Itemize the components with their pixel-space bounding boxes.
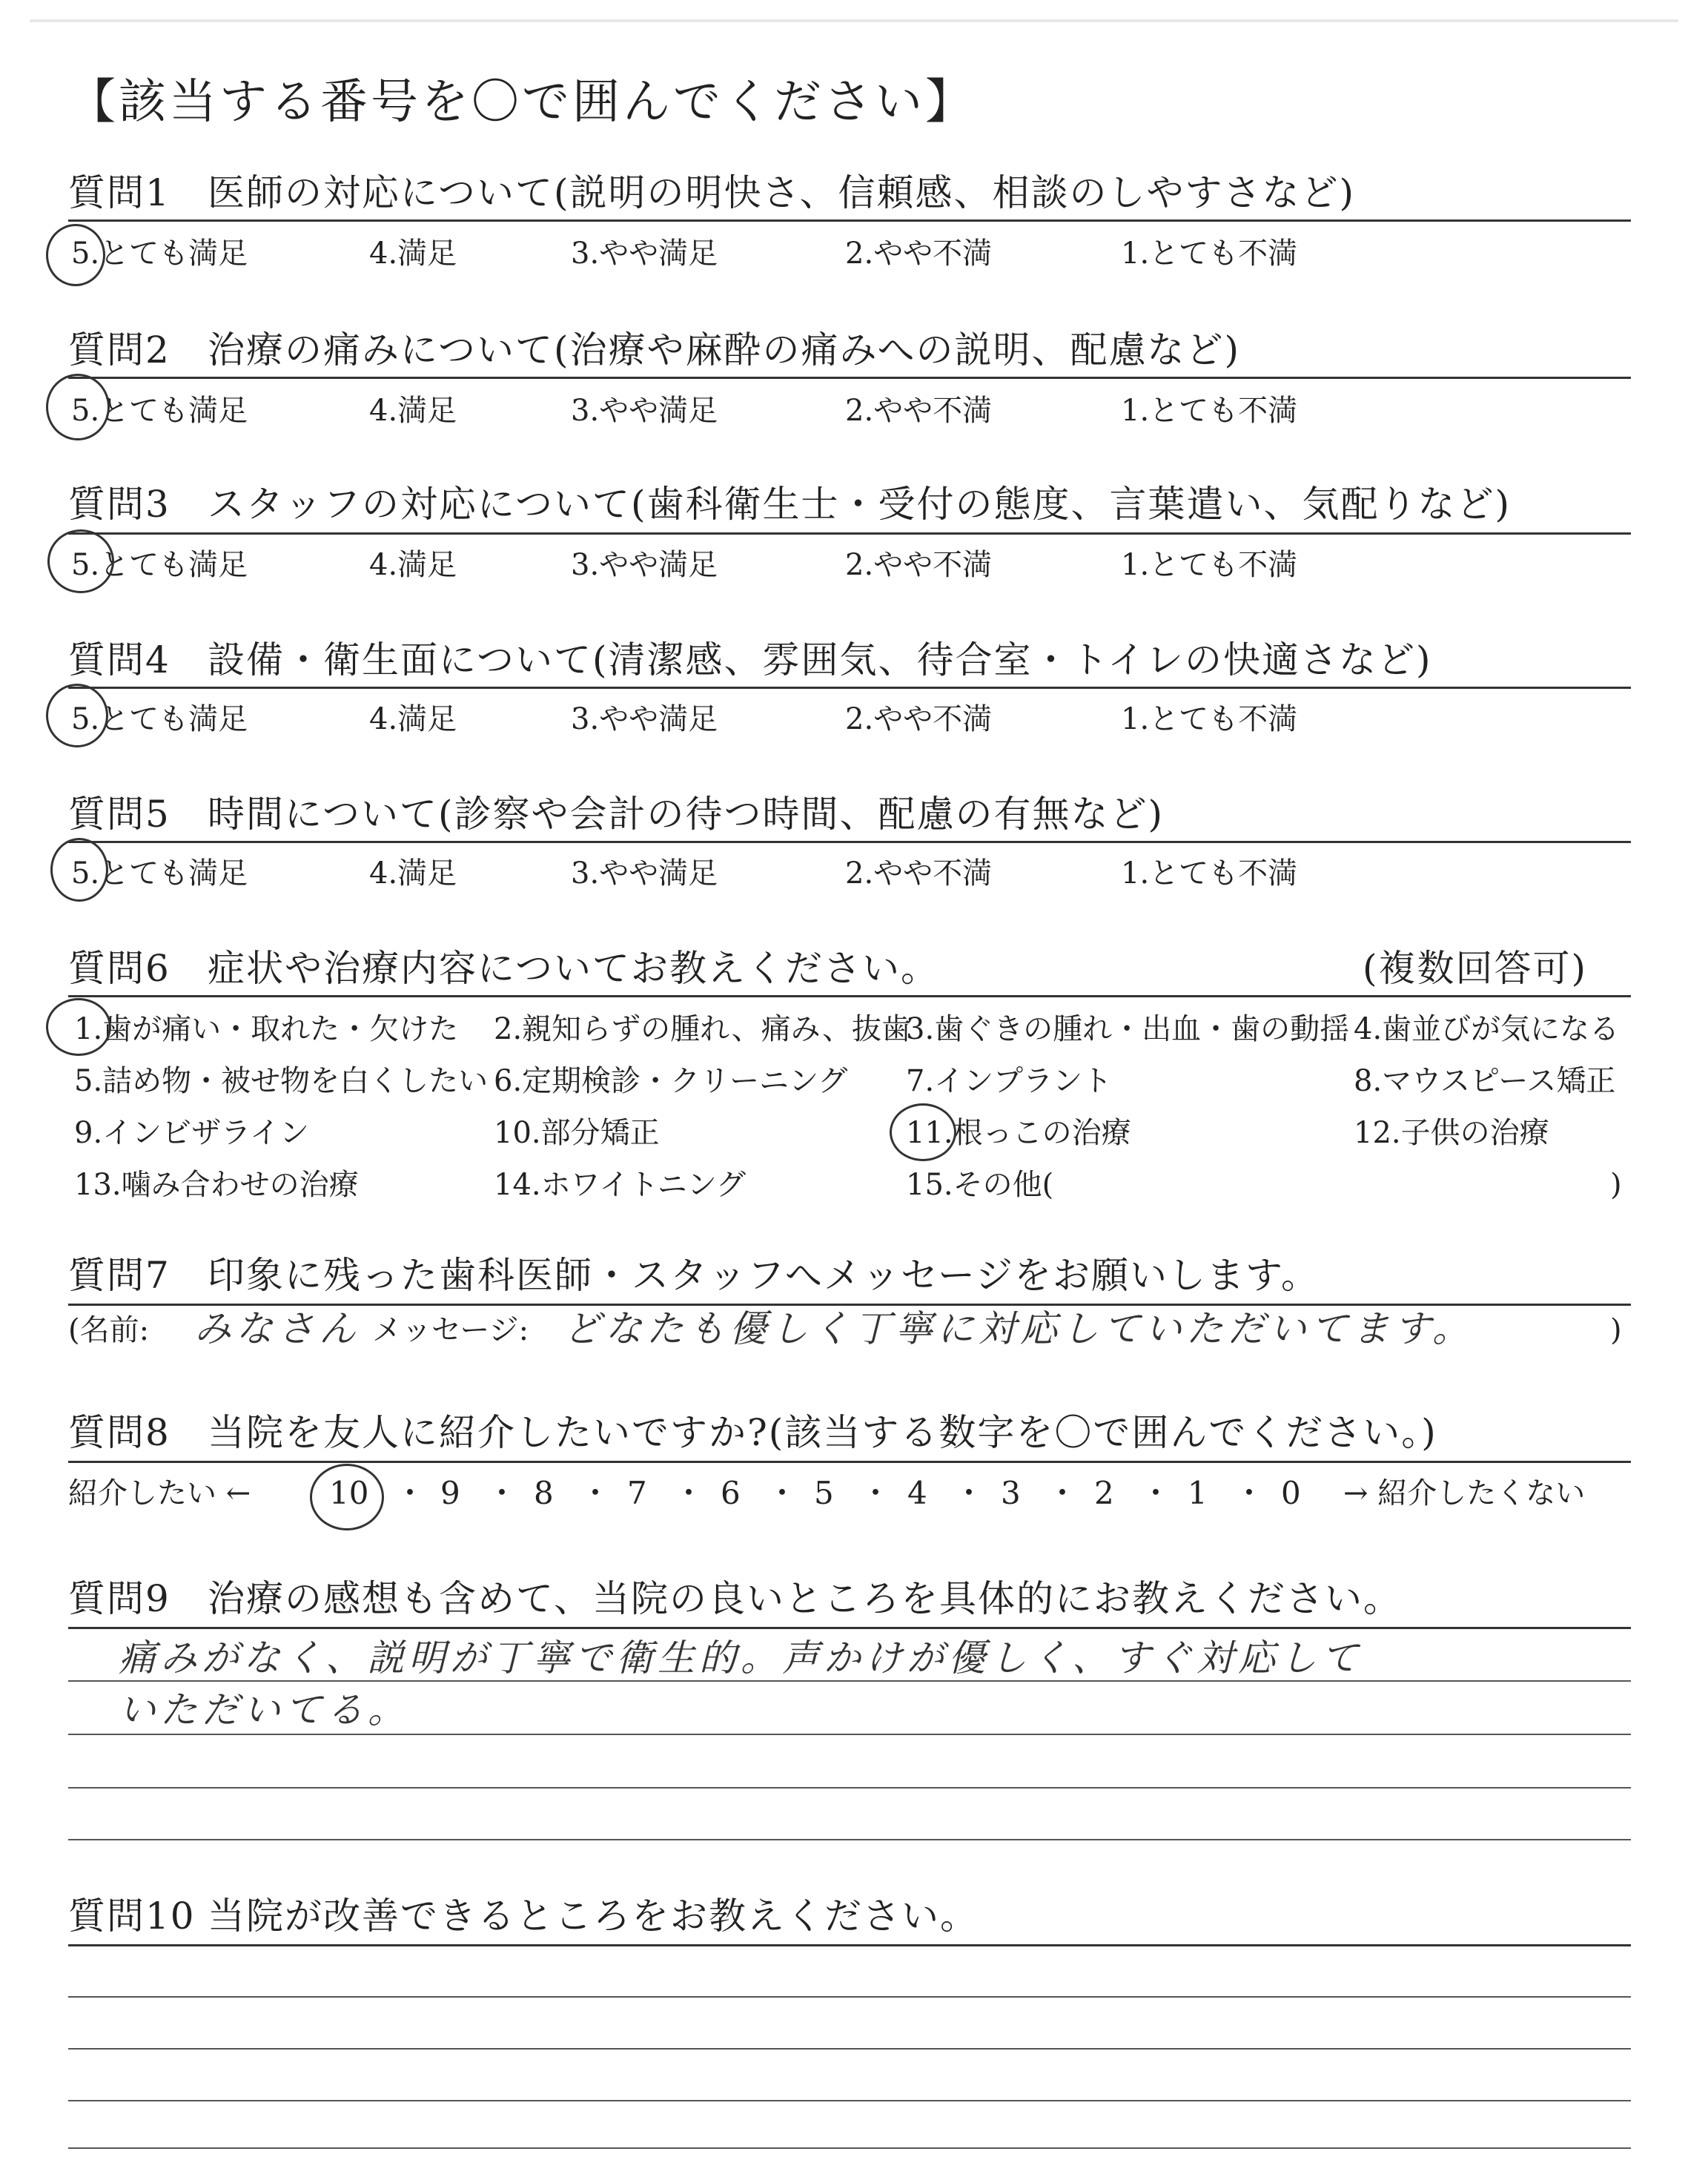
question-8-text: 当院を友人に紹介したいですか?(該当する数字を〇で囲んでください。) xyxy=(208,1411,1437,1454)
q8-score-10[interactable]: 10 xyxy=(329,1475,369,1511)
q7-close: ) xyxy=(1610,1313,1622,1347)
q2-option-1[interactable]: 1.とても不満 xyxy=(1121,394,1298,428)
q1-selection-circle xyxy=(46,224,105,286)
q1-option-4[interactable]: 4.満足 xyxy=(369,237,457,271)
q3-option-2[interactable]: 2.やや不満 xyxy=(845,548,993,582)
q8-sep: ・ xyxy=(953,1475,985,1511)
question-10-label: 質問10 xyxy=(68,1895,196,1938)
q6-option-11[interactable]: 11.根っこの治療 xyxy=(906,1116,1131,1150)
q9-writing-line xyxy=(68,1787,1631,1789)
q3-option-3[interactable]: 3.やや満足 xyxy=(571,548,718,582)
q6-option-8[interactable]: 8.マウスピース矯正 xyxy=(1354,1064,1616,1098)
question-6-note: (複数回答可) xyxy=(1363,947,1588,990)
q6-other-close: ) xyxy=(1610,1168,1622,1202)
q5-selection-circle xyxy=(50,838,108,902)
question-4-rule xyxy=(68,687,1631,689)
q7-name-value[interactable]: みなさん xyxy=(194,1307,360,1350)
q10-writing-line[interactable] xyxy=(68,2048,1631,2050)
question-1-text: 医師の対応について(説明の明快さ、信頼感、相談のしやすさなど) xyxy=(208,171,1356,214)
question-9-label: 質問9 xyxy=(68,1577,171,1620)
question-4-text: 設備・衛生面について(清潔感、雰囲気、待合室・トイレの快適さなど) xyxy=(208,638,1432,681)
question-7-rule xyxy=(68,1304,1631,1306)
q8-sep: ・ xyxy=(673,1475,705,1511)
q8-score-5[interactable]: 5 xyxy=(814,1475,834,1511)
q8-score-3[interactable]: 3 xyxy=(1001,1475,1021,1511)
q9-answer-line-2[interactable]: いただいてる。 xyxy=(119,1688,409,1731)
q6-option-9[interactable]: 9.インビザライン xyxy=(74,1116,309,1150)
q6-option-5[interactable]: 5.詰め物・被せ物を白くしたい xyxy=(74,1064,489,1098)
q3-selection-circle xyxy=(47,529,114,593)
q1-option-1[interactable]: 1.とても不満 xyxy=(1121,237,1298,271)
q5-option-2[interactable]: 2.やや不満 xyxy=(845,856,993,891)
q3-option-5[interactable]: 5.とても満足 xyxy=(71,548,248,582)
q6-option-4[interactable]: 4.歯並びが気になる xyxy=(1354,1012,1620,1046)
q8-score-7[interactable]: 7 xyxy=(627,1475,647,1511)
question-3-text: スタッフの対応について(歯科衛生士・受付の態度、言葉遣い、気配りなど) xyxy=(208,483,1512,526)
q1-option-2[interactable]: 2.やや不満 xyxy=(845,237,993,271)
page-title: 【該当する番号を〇で囲んでください】 xyxy=(68,75,976,130)
q7-name-label: (名前: xyxy=(68,1313,150,1347)
q8-score-0[interactable]: 0 xyxy=(1281,1475,1301,1511)
question-7-text: 印象に残った歯科医師・スタッフへメッセージをお願いします。 xyxy=(208,1254,1320,1297)
question-6-label: 質問6 xyxy=(68,947,171,990)
q8-sep: ・ xyxy=(767,1475,798,1511)
q4-option-4[interactable]: 4.満足 xyxy=(369,702,457,736)
q6-option-14[interactable]: 14.ホワイトニング xyxy=(494,1168,747,1202)
q8-selection-circle xyxy=(310,1464,384,1530)
q9-writing-line xyxy=(68,1839,1631,1840)
q6-option-12[interactable]: 12.子供の治療 xyxy=(1354,1116,1549,1150)
q8-sep: ・ xyxy=(1234,1475,1265,1511)
q2-option-5[interactable]: 5.とても満足 xyxy=(71,394,248,428)
q3-option-1[interactable]: 1.とても不満 xyxy=(1121,548,1298,582)
q8-score-1[interactable]: 1 xyxy=(1188,1475,1208,1511)
q6-option-10[interactable]: 10.部分矯正 xyxy=(494,1116,660,1150)
q6-selection-circle-11 xyxy=(890,1103,956,1161)
question-1-label: 質問1 xyxy=(68,171,171,214)
question-2-text: 治療の痛みについて(治療や麻酔の痛みへの説明、配慮など) xyxy=(208,328,1241,371)
q10-writing-line[interactable] xyxy=(68,2100,1631,2101)
q8-sep: ・ xyxy=(1047,1475,1079,1511)
q2-option-2[interactable]: 2.やや不満 xyxy=(845,394,993,428)
question-10-rule xyxy=(68,1944,1631,1946)
question-3-label: 質問3 xyxy=(68,483,171,526)
q7-message-label: メッセージ: xyxy=(372,1313,529,1347)
question-2-rule xyxy=(68,377,1631,379)
q8-sep: ・ xyxy=(394,1475,426,1511)
q8-score-6[interactable]: 6 xyxy=(721,1475,741,1511)
question-5-text: 時間について(診察や会計の待つ時間、配慮の有無など) xyxy=(208,793,1165,836)
q3-option-4[interactable]: 4.満足 xyxy=(369,548,457,582)
q5-option-3[interactable]: 3.やや満足 xyxy=(571,856,718,891)
question-8-label: 質問8 xyxy=(68,1411,171,1454)
q6-selection-circle-1 xyxy=(46,998,111,1056)
q1-option-3[interactable]: 3.やや満足 xyxy=(571,237,718,271)
q6-option-15[interactable]: 15.その他( xyxy=(906,1168,1054,1202)
question-6-rule xyxy=(68,995,1631,997)
question-10-text: 当院が改善できるところをお教えください。 xyxy=(208,1895,979,1938)
question-2-label: 質問2 xyxy=(68,328,171,371)
q10-writing-line[interactable] xyxy=(68,1996,1631,1998)
q8-sep: ・ xyxy=(1140,1475,1172,1511)
question-5-label: 質問5 xyxy=(68,793,171,836)
q8-left-label: 紹介したい ← xyxy=(68,1476,251,1510)
q8-right-label: → 紹介したくない xyxy=(1343,1476,1586,1510)
q4-selection-circle xyxy=(46,684,108,747)
question-8-rule xyxy=(68,1461,1631,1463)
q8-sep: ・ xyxy=(486,1475,518,1511)
question-6-text: 症状や治療内容についてお教えください。 xyxy=(208,947,939,990)
q9-writing-line xyxy=(68,1680,1631,1682)
q9-writing-line xyxy=(68,1734,1631,1735)
question-9-rule xyxy=(68,1627,1631,1629)
question-3-rule xyxy=(68,532,1631,535)
question-4-label: 質問4 xyxy=(68,638,171,681)
q1-option-5[interactable]: 5.とても満足 xyxy=(71,237,248,271)
q2-option-3[interactable]: 3.やや満足 xyxy=(571,394,718,428)
q4-option-3[interactable]: 3.やや満足 xyxy=(571,702,718,736)
q6-option-7[interactable]: 7.インプラント xyxy=(906,1064,1113,1098)
q8-sep: ・ xyxy=(580,1475,612,1511)
q4-option-2[interactable]: 2.やや不満 xyxy=(845,702,993,736)
q9-answer-line-1[interactable]: 痛みがなく、説明が丁寧で衛生的。声かけが優しく、すぐ対応して xyxy=(119,1636,1363,1680)
q2-option-4[interactable]: 4.満足 xyxy=(369,394,457,428)
question-5-rule xyxy=(68,841,1631,843)
question-7-label: 質問7 xyxy=(68,1254,171,1297)
question-1-rule xyxy=(68,219,1631,222)
q5-option-5[interactable]: 5.とても満足 xyxy=(71,856,248,891)
q5-option-1[interactable]: 1.とても不満 xyxy=(1121,856,1298,891)
q6-option-3[interactable]: 3.歯ぐきの腫れ・出血・歯の動揺 xyxy=(906,1012,1350,1046)
q6-option-6[interactable]: 6.定期検診・クリーニング xyxy=(494,1064,848,1098)
question-9-text: 治療の感想も含めて、当院の良いところを具体的にお教えください。 xyxy=(208,1577,1402,1620)
q6-option-13[interactable]: 13.噛み合わせの治療 xyxy=(74,1168,359,1202)
q2-selection-circle xyxy=(46,374,110,440)
q10-writing-line[interactable] xyxy=(68,2147,1631,2149)
q5-option-4[interactable]: 4.満足 xyxy=(369,856,457,891)
q4-option-1[interactable]: 1.とても不満 xyxy=(1121,702,1298,736)
q8-score-2[interactable]: 2 xyxy=(1094,1475,1114,1511)
q8-sep: ・ xyxy=(860,1475,892,1511)
q8-score-8[interactable]: 8 xyxy=(534,1475,554,1511)
q7-message-value[interactable]: どなたも優しく丁寧に対応していただいてます。 xyxy=(563,1307,1474,1350)
q8-score-4[interactable]: 4 xyxy=(907,1475,927,1511)
top-edge xyxy=(30,19,1678,22)
q6-option-2[interactable]: 2.親知らずの腫れ、痛み、抜歯 xyxy=(494,1012,911,1046)
q6-option-1[interactable]: 1.歯が痛い・取れた・欠けた xyxy=(74,1012,459,1046)
q4-option-5[interactable]: 5.とても満足 xyxy=(71,702,248,736)
q8-score-9[interactable]: 9 xyxy=(440,1475,460,1511)
